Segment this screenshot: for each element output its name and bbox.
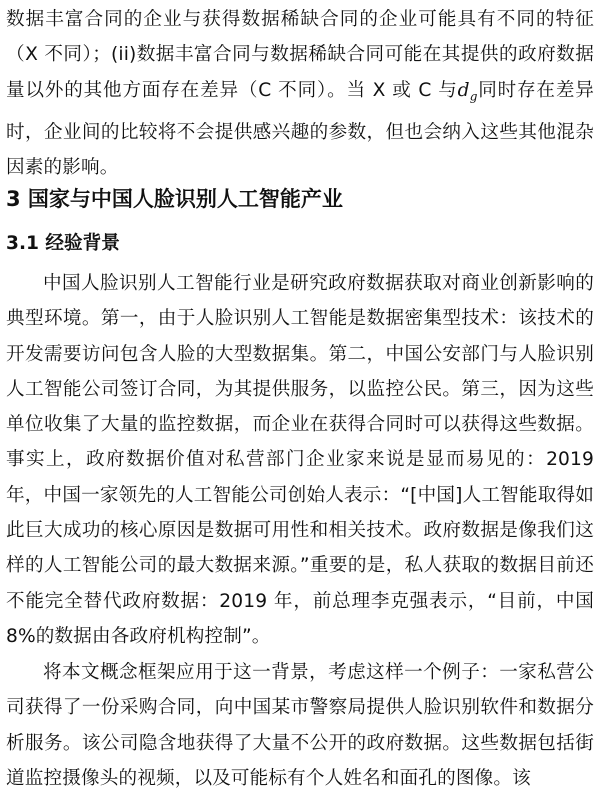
intro-text-after: 同时存在差异时，企业间的比较将不会提供感兴趣的参数，但也会纳入这些其他混杂因素的影响。 — [6, 79, 594, 178]
paragraph-experience-background: 中国人脸识别人工智能行业是研究政府数据获取对商业创新影响的典型环境。第一，由于人脸识别人工智能是数据密集型技术：该技术的开发需要访问包含人脸的大型数据集。第二，中国公安部门与人脸识别人工智能公司签订合同，为其提供服务，以监控公民。第三，因为这些单位收集了大量的监控数据，而企业在获得合同时可以获得这些数据。事实上，政府数据价值对私营部门企业家来说是显而易见的：2019 年，中国一家领先的人工智能公司创始人表示：“[中国]人工智能取得如此巨大成功的核心原因是数据可用性和相关技术。政府数据是像我们这样的人工智能公司的最大数据来源。”重要的是，私人获取的数据目前还不能完全替代政府数据：2019 年，前总理李克强表示，“目前，中国 8%的数据由各政府机构控制”。 — [6, 273, 594, 647]
paragraph-framework-example: 将本文概念框架应用于这一背景，考虑这样一个例子：一家私营公司获得了一份采购合同，向中国某市警察局提供人脸识别软件和数据分析服务。该公司隐含地获得了大量不公开的政府数据。这些数据包括街道监控摄像头的视频，以及可能标有个人姓名和面孔的图像。该 — [6, 662, 594, 789]
paragraph-intro — [6, 2, 594, 185]
math-subscript: g — [469, 89, 478, 104]
math-base: d — [457, 79, 470, 101]
intro-text-before: 数据丰富合同的企业与获得数据稀缺合同的企业可能具有不同的特征（X 不同）；(ii)数据丰富合同与数据稀缺合同可能在其提供的政府数据量以外的其他方面存在差异（C 不同）。当 X 或 C 与 — [6, 9, 594, 101]
subsection-heading: 3.1 经验背景 — [6, 233, 120, 254]
math-symbol — [457, 79, 478, 104]
section-heading: 3 国家与中国人脸识别人工智能产业 — [6, 187, 343, 211]
